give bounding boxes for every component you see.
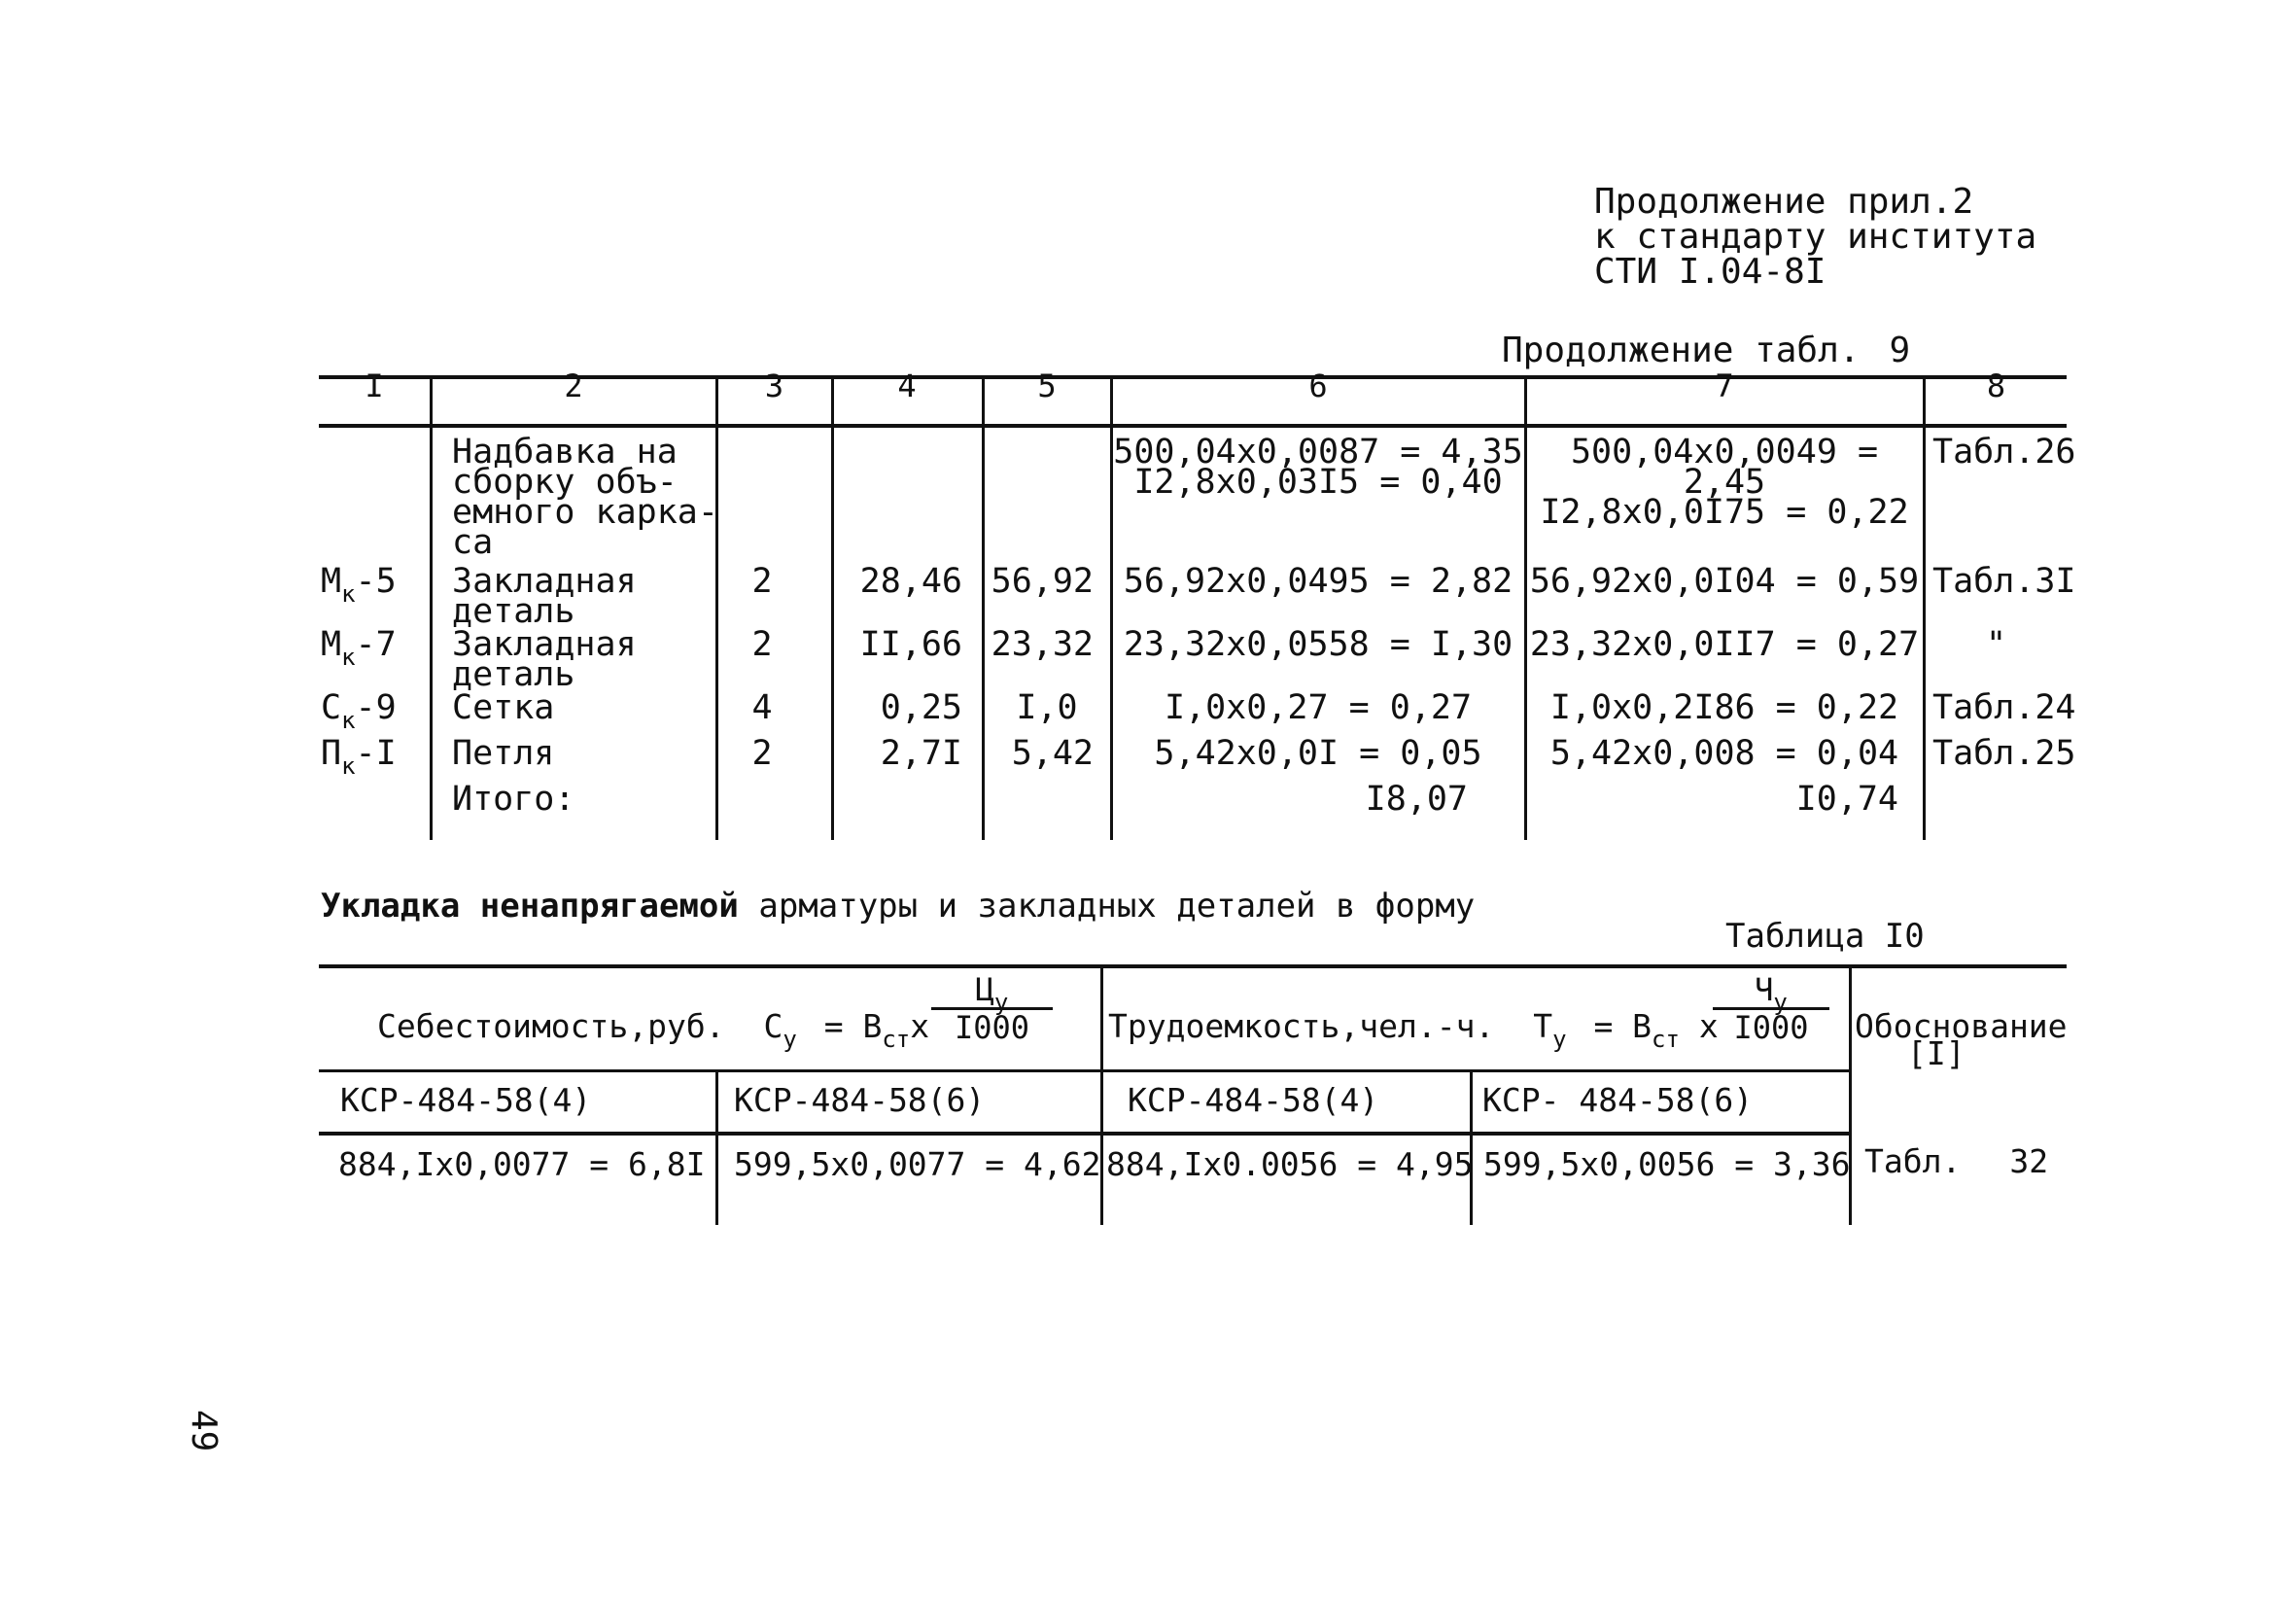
table10-vline [715, 1069, 718, 1225]
table10-subheader: КСР-484-58(4) [340, 1081, 592, 1119]
table-row-name: Петля [452, 734, 555, 773]
table-row-unit-mass: II,66 [859, 625, 962, 664]
table-row-code: $М_к-5$ [321, 562, 397, 608]
labor-formula-lhs: $Т_у$ [1533, 1007, 1567, 1053]
table-row-ref: Табл.24 [1932, 688, 2076, 727]
table10-cost-header [377, 1007, 930, 1053]
table9-colnum-4: 4 [897, 367, 917, 404]
table10-subheader: КСР-484-58(6) [734, 1081, 986, 1119]
table10-vline [1100, 964, 1103, 1225]
table10-basis-header: Обоснование [1855, 1007, 2068, 1045]
table9-vline [430, 375, 433, 840]
labor-header-label: Трудоемкость,чел.-ч. [1108, 1007, 1495, 1045]
table-row-ref: Табл.26 [1932, 433, 2076, 472]
table9-vline [1923, 375, 1926, 840]
table9-colnum-2: 2 [564, 367, 583, 404]
table9-colnum-6: 6 [1308, 367, 1328, 404]
header-line-2: к стандарту института [1594, 217, 2037, 257]
table9-caption [1502, 331, 1910, 370]
table-row-name: Надбавка на сборку объ- емного карка- са [452, 433, 718, 562]
cost-formula-eq: = $В_{ст}х$ [823, 1007, 930, 1053]
table10-vline [1849, 964, 1852, 1225]
table10-subheader: КСР- 484-58(6) [1482, 1081, 1754, 1119]
table-row-mass: 23,32 [991, 625, 1094, 664]
table-row-ref: Табл.25 [1932, 734, 2076, 773]
cost-header-label: Себестоимость,руб. [377, 1007, 725, 1045]
table-row-name: Закладная деталь [452, 562, 637, 631]
table9-colnum-3: 3 [764, 367, 784, 404]
table-row-ref: Табл.3I [1932, 562, 2076, 601]
table-row-code: $С_к-9$ [321, 688, 397, 734]
table-row-labor: 56,92х0,0I04 = 0,59 [1529, 562, 1920, 601]
table9-colnum-7: 7 [1715, 367, 1734, 404]
table10-subheader: КСР-484-58(4) [1128, 1081, 1379, 1119]
table-row-qty: 2 [751, 625, 773, 664]
table-row-unit-mass: 2,7I [880, 734, 962, 773]
table9-caption-text: Продолжение табл. [1502, 331, 1861, 370]
table10-title: Укладка ненапрягаемой арматуры и закладных деталей в форму [321, 887, 1476, 926]
table-row-name: Сетка [452, 688, 555, 727]
table-row-unit-mass: 0,25 [880, 688, 962, 727]
table9-colnum-8: 8 [1986, 367, 2006, 404]
table9-total-cost: I8,07 [1365, 780, 1468, 819]
header-line-1: Продолжение прил.2 [1594, 182, 1974, 222]
labor-fraction-denominator: I000 [1733, 1009, 1809, 1046]
table-row-labor: 5,42х0,008 = 0,04 [1549, 734, 1899, 773]
table-row-name: Закладная деталь [452, 625, 637, 694]
table9-colnum-5: 5 [1037, 367, 1057, 404]
table-row-qty: 4 [751, 688, 773, 727]
table-row-labor: I,0х0,2I86 = 0,22 [1549, 688, 1899, 727]
labor-formula-eq: = $В_{ст}$ х [1593, 1007, 1719, 1053]
table-row-cost: 500,04х0,0087 = 4,35 I2,8х0,03I5 = 0,40 [1113, 433, 1523, 502]
table10-header-rule [319, 1069, 1852, 1072]
table9-vline [982, 375, 985, 840]
table9-vline [831, 375, 834, 840]
table10-value: 884,Iх0,0077 = 6,8I [338, 1145, 706, 1183]
table10-subheader-rule [319, 1132, 1852, 1136]
cost-fraction-denominator: I000 [954, 1009, 1030, 1046]
cost-formula-lhs: $С_у$ [763, 1007, 797, 1053]
table10-value: 884,Iх0.0056 = 4,95 [1106, 1145, 1474, 1183]
table-row-cost: 56,92х0,0495 = 2,82 [1123, 562, 1513, 601]
table10-caption: Таблица I0 [1725, 917, 1925, 956]
table-row-cost: I,0х0,27 = 0,27 [1164, 688, 1473, 727]
document-header [1594, 182, 2037, 292]
table-row-cost: 23,32х0,0558 = I,30 [1123, 625, 1513, 664]
labor-fraction-numerator: $Ч_у$ [1713, 972, 1829, 1010]
table-row-qty: 2 [751, 562, 773, 601]
cost-formula-fraction [931, 972, 1053, 1045]
table-row-cost: 5,42х0,0I = 0,05 [1154, 734, 1482, 773]
table9-caption-number: 9 [1889, 331, 1911, 370]
table-row-code: $П_к-I$ [321, 734, 397, 780]
labor-formula-fraction [1713, 972, 1829, 1045]
header-line-3: СТИ I.04-8I [1594, 252, 1826, 292]
table9-colnum-1: I [365, 367, 384, 404]
table9-total-label: Итого: [452, 780, 575, 819]
table-row-labor: 23,32х0,0II7 = 0,27 [1529, 625, 1920, 664]
table9-total-labor: I0,74 [1795, 780, 1898, 819]
table-row-labor: 500,04х0,0049 = 2,45 I2,8х0,0I75 = 0,22 [1540, 433, 1909, 532]
table10-basis-value: Табл. 32 [1864, 1142, 2049, 1180]
table-row-unit-mass: 28,46 [859, 562, 962, 601]
table10-value: 599,5х0,0077 = 4,62 [734, 1145, 1101, 1183]
table10-labor-header [1108, 1007, 1719, 1053]
table10-top-rule [319, 964, 2067, 968]
table-row-qty: 2 [751, 734, 773, 773]
cost-fraction-numerator: $Ц_у$ [931, 972, 1053, 1010]
table10-basis-ref: [I] [1907, 1034, 1966, 1072]
table9-header-rule [319, 424, 2067, 428]
table-row-mass: 5,42 [1011, 734, 1094, 773]
table-row-code: $М_к-7$ [321, 625, 397, 671]
table-row-mass: 56,92 [991, 562, 1094, 601]
page-number: 49 [184, 1410, 224, 1452]
table10-value: 599,5х0,0056 = 3,36 [1483, 1145, 1851, 1183]
table-row-ref: " [1985, 625, 2007, 664]
table-row-mass: I,0 [1016, 688, 1078, 727]
